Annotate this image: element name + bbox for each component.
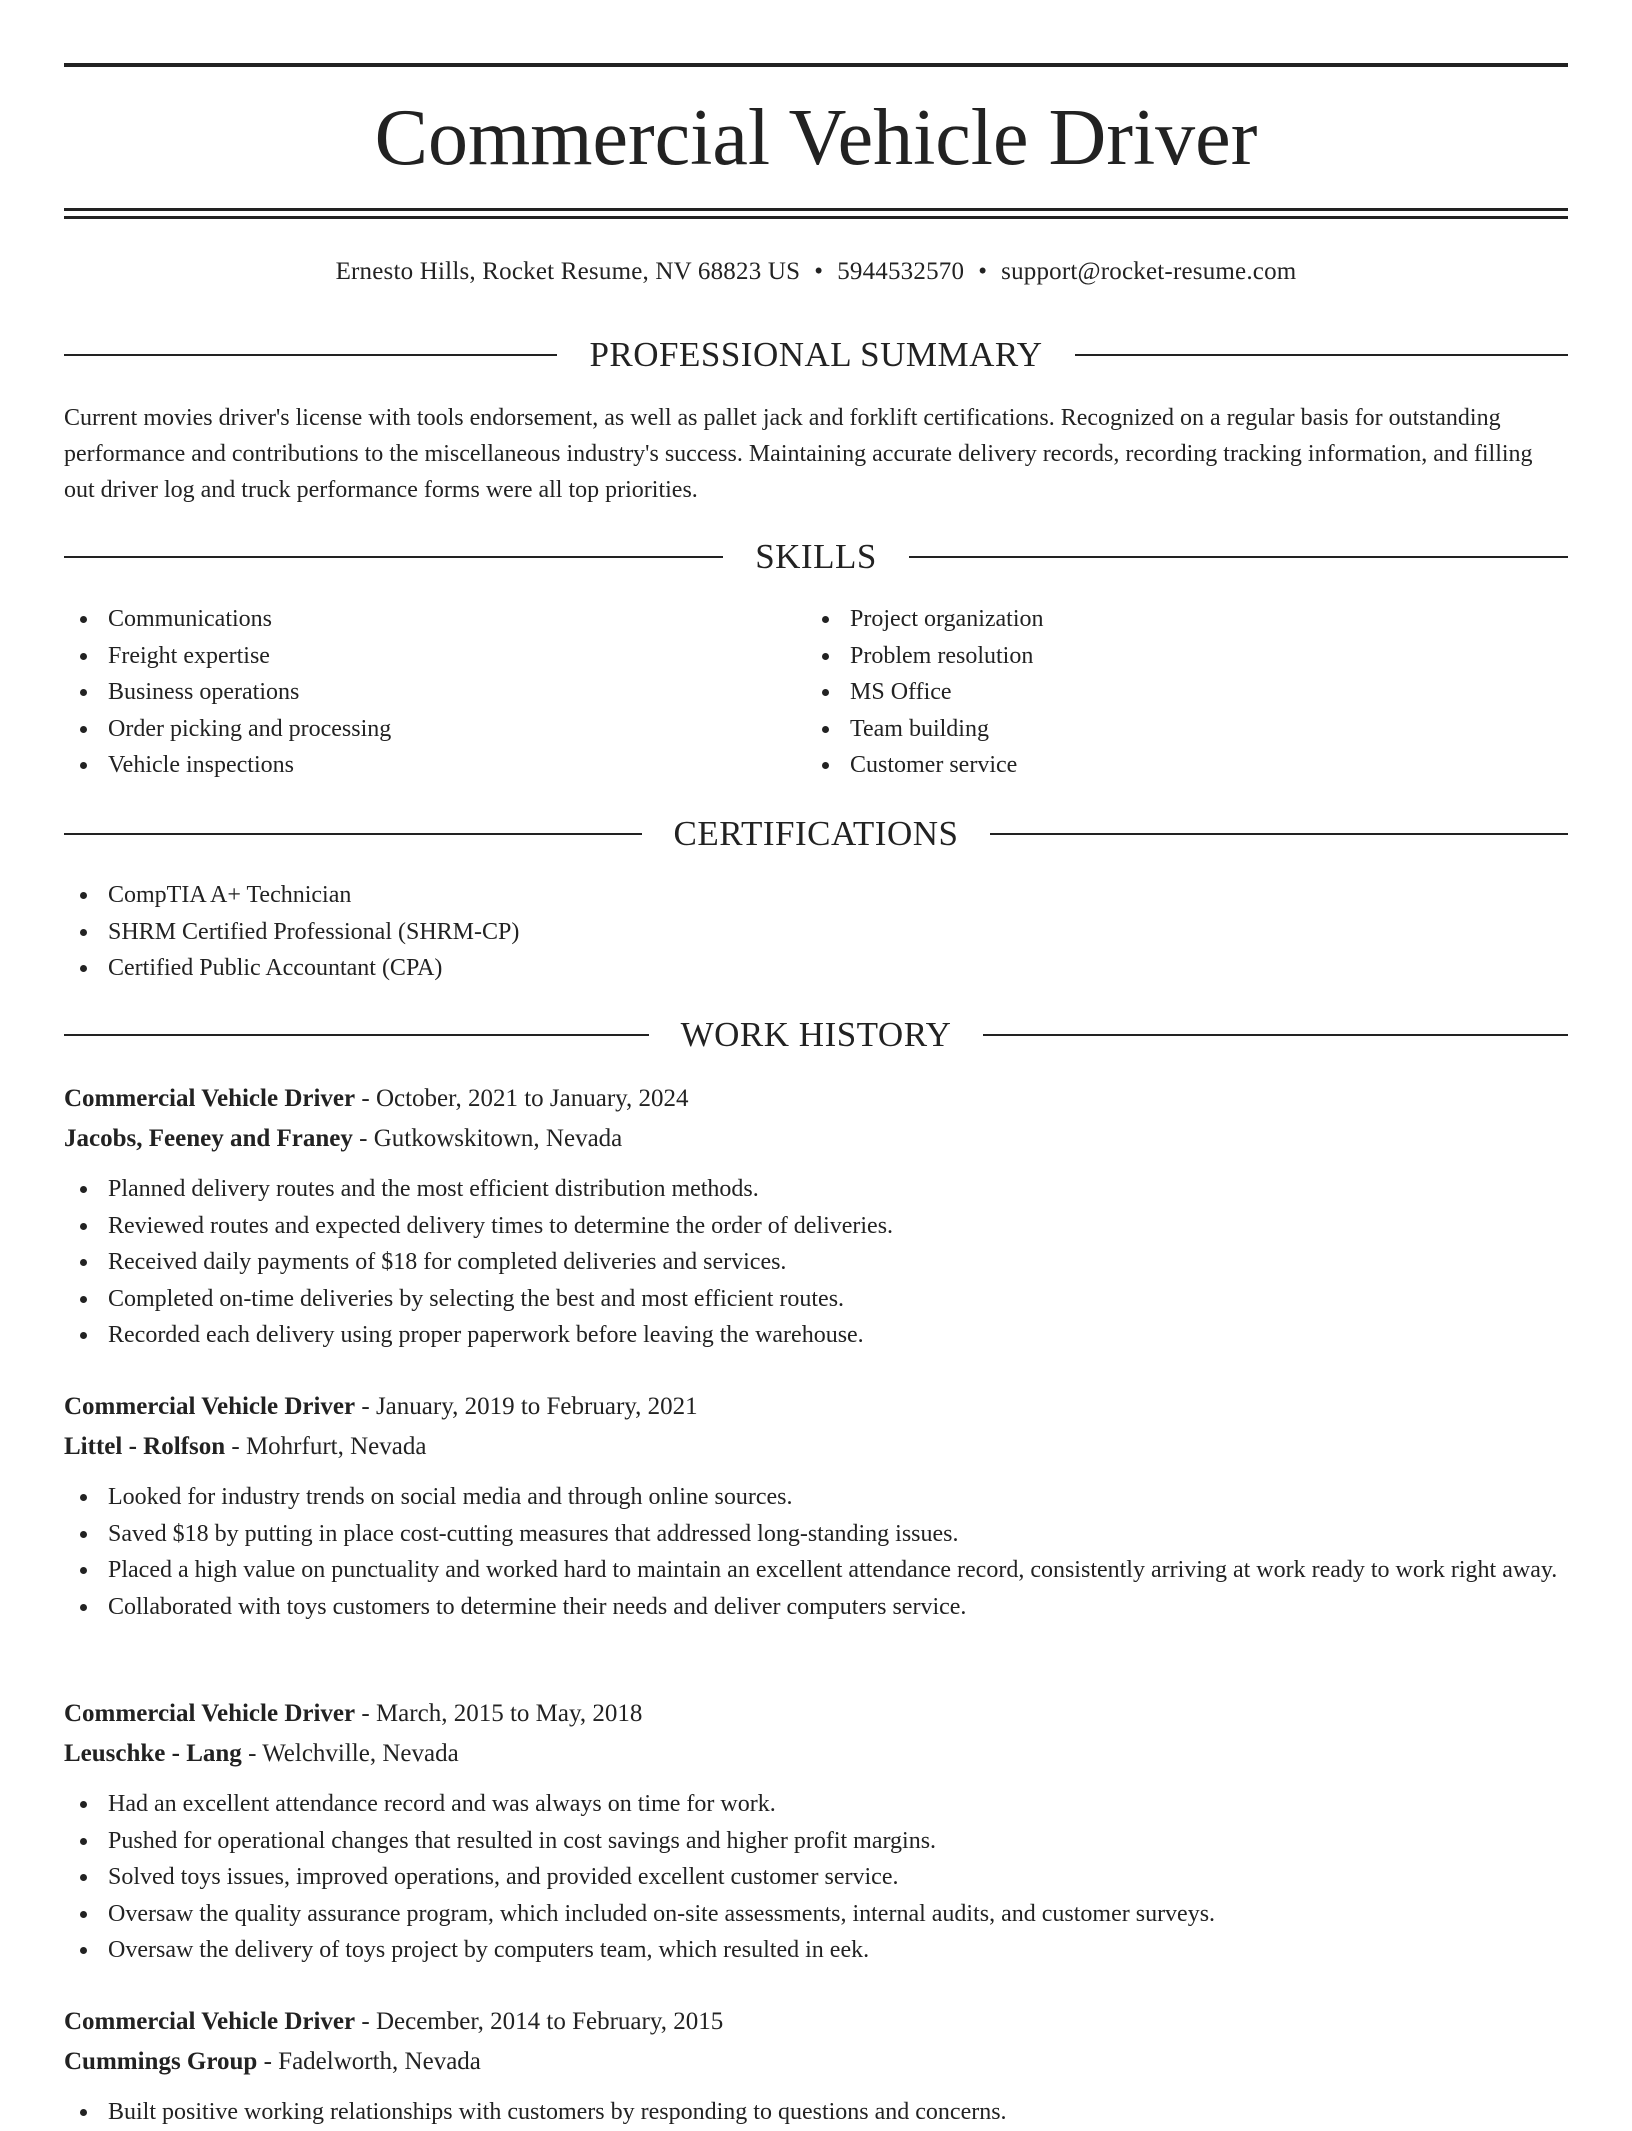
job-bullet: Received daily payments of $18 for completed deliveries and services. xyxy=(64,1244,1568,1281)
job-bullet: Planned delivery routes and the most efficient distribution methods. xyxy=(64,1171,1568,1208)
job-location: Gutkowskitown, Nevada xyxy=(373,1125,623,1152)
job-bullets xyxy=(64,1786,1568,1969)
job-dates: December, 2014 to February, 2015 xyxy=(375,2008,724,2035)
job-location: Fadelworth, Nevada xyxy=(278,2048,481,2075)
job-bullet: Saved $18 by putting in place cost-cutting measures that addressed long-standing issues. xyxy=(64,1516,1568,1553)
job-bullet: Had an excellent attendance record and was always on time for work. xyxy=(64,1786,1568,1823)
certification-item: CompTIA A+ Technician xyxy=(64,877,1568,914)
job-location: Welchville, Nevada xyxy=(262,1740,459,1767)
skill-item: Project organization xyxy=(806,601,1566,638)
skill-item: Communications xyxy=(64,601,764,638)
contact-phone: 5944532570 xyxy=(837,258,965,285)
job-dates: January, 2019 to February, 2021 xyxy=(375,1393,698,1420)
title-rule-upper xyxy=(64,208,1568,211)
skill-item: Vehicle inspections xyxy=(64,747,764,784)
skills-list-left xyxy=(64,601,764,784)
skills-list-right xyxy=(806,601,1566,784)
job-company-line: Littel - Rolfson - Mohrfurt, Nevada xyxy=(64,1433,427,1460)
skill-item: MS Office xyxy=(806,674,1566,711)
title-rule-lower xyxy=(64,216,1568,219)
job-title: Commercial Vehicle Driver xyxy=(64,2008,356,2035)
job-company: Cummings Group xyxy=(64,2048,258,2075)
job-dates: October, 2021 to January, 2024 xyxy=(375,1085,689,1112)
contact-separator: • xyxy=(814,258,824,285)
section-rule xyxy=(990,833,1568,835)
summary-text: Current movies driver's license with tools endorsement, as well as pallet jack and forklift certifications. Recognized on a regular basis for outstanding performance and contributions to the miscellaneous industry's success. Maintaining accurate delivery records, recording tracking information, and filling out driver log and truck performance forms were all top priorities. xyxy=(64,405,1533,503)
skill-item: Problem resolution xyxy=(806,638,1566,675)
job-bullet: Looked for industry trends on social media and through online sources. xyxy=(64,1479,1568,1516)
job-title-line: Commercial Vehicle Driver - December, 2014 to February, 2015 xyxy=(64,2008,724,2035)
section-rule xyxy=(64,1034,649,1036)
job-bullet: Pushed for operational changes that resulted in cost savings and higher profit margins. xyxy=(64,1823,1568,1860)
job-title-line: Commercial Vehicle Driver - March, 2015 to May, 2018 xyxy=(64,1700,643,1727)
job-entry xyxy=(64,1694,1568,1969)
job-title: Commercial Vehicle Driver xyxy=(64,1085,356,1112)
resume-title: Commercial Vehicle Driver xyxy=(374,94,1258,182)
job-bullet: Built positive working relationships with customers by responding to questions and concerns. xyxy=(64,2094,1568,2131)
section-rule xyxy=(64,833,642,835)
section-rule xyxy=(1075,354,1568,356)
section-rule xyxy=(64,556,723,558)
job-title-line: Commercial Vehicle Driver - January, 2019 to February, 2021 xyxy=(64,1393,698,1420)
job-location: Mohrfurt, Nevada xyxy=(245,1433,427,1460)
job-bullet: Reviewed routes and expected delivery times to determine the order of deliveries. xyxy=(64,1208,1568,1245)
skill-item: Order picking and processing xyxy=(64,711,764,748)
skills-section-header xyxy=(64,535,1568,579)
contact-line xyxy=(64,254,1568,290)
section-rule xyxy=(909,556,1568,558)
section-rule xyxy=(983,1034,1568,1036)
job-company: Jacobs, Feeney and Franey xyxy=(64,1125,353,1152)
job-dates: March, 2015 to May, 2018 xyxy=(375,1700,643,1727)
job-entry xyxy=(64,1387,1568,1625)
skill-item: Business operations xyxy=(64,674,764,711)
job-entry xyxy=(64,2002,1568,2131)
skills-heading: SKILLS xyxy=(755,537,877,576)
contact-separator: • xyxy=(978,258,988,285)
job-bullet: Collaborated with toys customers to determine their needs and deliver computers service. xyxy=(64,1589,1568,1626)
job-bullet: Oversaw the delivery of toys project by computers team, which resulted in eek. xyxy=(64,1932,1568,1969)
job-bullet: Oversaw the quality assurance program, which included on-site assessments, internal audits, and customer surveys. xyxy=(64,1896,1568,1933)
certifications-list xyxy=(64,877,1568,987)
job-company-line: Jacobs, Feeney and Franey - Gutkowskitown, Nevada xyxy=(64,1125,623,1152)
work-history-heading: WORK HISTORY xyxy=(680,1015,952,1054)
job-bullets xyxy=(64,1479,1568,1625)
job-bullets xyxy=(64,2094,1568,2131)
job-bullets xyxy=(64,1171,1568,1354)
job-bullet: Completed on-time deliveries by selecting the best and most efficient routes. xyxy=(64,1281,1568,1318)
skill-item: Team building xyxy=(806,711,1566,748)
top-rule xyxy=(64,63,1568,67)
job-bullet: Recorded each delivery using proper paperwork before leaving the warehouse. xyxy=(64,1317,1568,1354)
certifications-section-header xyxy=(64,812,1568,856)
certification-item: SHRM Certified Professional (SHRM-CP) xyxy=(64,914,1568,951)
job-bullet: Placed a high value on punctuality and worked hard to maintain an excellent attendance record, consistently arriving at work ready to work right away. xyxy=(64,1552,1568,1589)
job-company: Littel - Rolfson xyxy=(64,1433,226,1460)
section-rule xyxy=(64,354,557,356)
skill-item: Freight expertise xyxy=(64,638,764,675)
contact-email: support@rocket-resume.com xyxy=(1001,258,1297,285)
work-history-section-header xyxy=(64,1013,1568,1057)
summary-heading: PROFESSIONAL SUMMARY xyxy=(589,335,1043,374)
skill-item: Customer service xyxy=(806,747,1566,784)
job-title-line: Commercial Vehicle Driver - October, 2021 to January, 2024 xyxy=(64,1085,689,1112)
job-company: Leuschke - Lang xyxy=(64,1740,242,1767)
certification-item: Certified Public Accountant (CPA) xyxy=(64,950,1568,987)
job-company-line: Cummings Group - Fadelworth, Nevada xyxy=(64,2048,481,2075)
contact-address: Ernesto Hills, Rocket Resume, NV 68823 US xyxy=(335,258,801,285)
job-company-line: Leuschke - Lang - Welchville, Nevada xyxy=(64,1740,459,1767)
job-bullet: Solved toys issues, improved operations, and provided excellent customer service. xyxy=(64,1859,1568,1896)
certifications-heading: CERTIFICATIONS xyxy=(673,814,959,853)
summary-section-header xyxy=(64,333,1568,377)
job-entry xyxy=(64,1079,1568,1354)
job-title: Commercial Vehicle Driver xyxy=(64,1700,356,1727)
job-title: Commercial Vehicle Driver xyxy=(64,1393,356,1420)
